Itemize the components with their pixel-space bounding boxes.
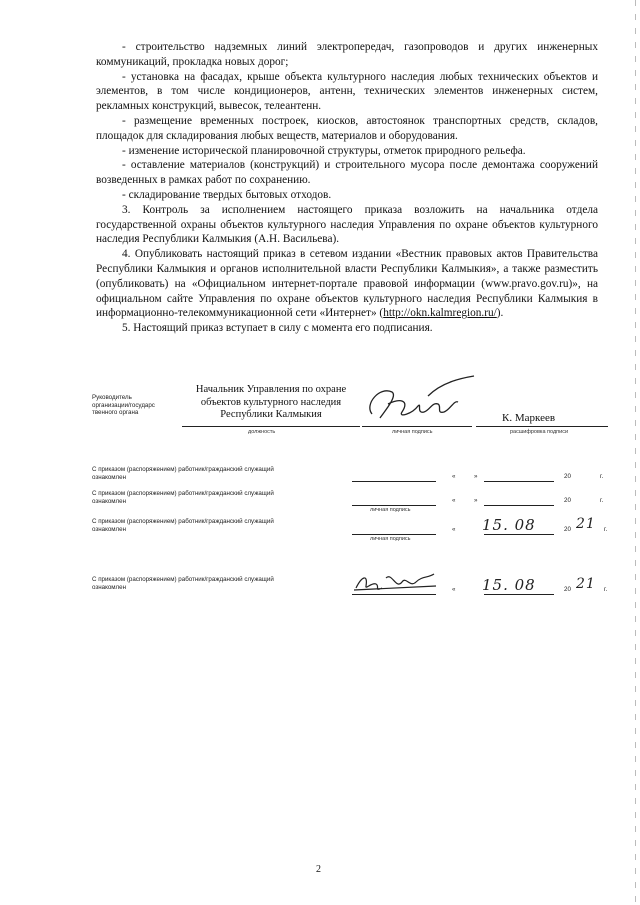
ack-label: С приказом (распоряжением) работник/гражданский служащий [92, 490, 274, 497]
ack-label-2: ознакомлен [92, 473, 127, 481]
quote-open: « [452, 473, 456, 480]
year-prefix: 20 [564, 473, 571, 480]
order-body [96, 40, 598, 336]
year-prefix: 20 [564, 497, 571, 504]
item-4-end: ). [496, 307, 504, 320]
position-line-1: Начальник Управления по охране [195, 384, 347, 395]
head-label [92, 394, 182, 417]
scan-edge [635, 0, 636, 905]
item-dash-4: - изменение исторической планировочной структуры, отметок природного рельефа. [122, 144, 526, 157]
year-unit: г. [604, 526, 608, 533]
item-dash-2: - установка на фасадах, крыше объекта культурного наследия любых технических объектов и элементов, в том числе кондиционеров, антенн, технических элементов инженерных систем, рекламных конструкций, вывесок, телеантенн. [96, 70, 598, 113]
ack-label-2: ознакомлен [92, 497, 127, 505]
page-number: 2 [316, 864, 321, 875]
quote-close: » [474, 473, 478, 480]
head-signature-image [358, 374, 478, 430]
position-line-3: Республики Калмыкия [220, 409, 322, 420]
position-line-2: объектов культурного наследия [200, 396, 342, 408]
item-dash-3: - размещение временных построек, киосков, автостоянок транспортных средств, складов, площадок для складирования любых веществ, материалов и оборудования. [96, 114, 598, 142]
ack-row-4 [0, 572, 640, 606]
item-3: 3. Контроль за исполнением настоящего приказа возложить на начальника отдела государственной охраны объектов культурного наследия Управления по охране объектов культурного наследия Республики Калмыкия (А.Н. Васильева). [96, 203, 598, 246]
head-name: К. Маркеев [502, 412, 556, 424]
item-4-text: 4. Опубликовать настоящий приказ в сетевом издании «Вестник правовых актов Правительства Республики Калмыкия и органов исполнительной власти Республики Калмыкия», а также разместить (опубликовать) на «Официальном интернет-портале правовой информации (www.pravo.gov.ru)», на официальном сайте Управления по охране объектов культурного наследия Республики Калмыкия в информационно-телекоммуникационной сети «Интернет» ( [96, 248, 598, 320]
year-suffix-handwritten: 21 [576, 576, 596, 592]
item-5: 5. Настоящий приказ вступает в силу с момента его подписания. [122, 322, 433, 335]
year-prefix: 20 [564, 586, 571, 593]
item-dash-1: - строительство надземных линий электропередач, газопроводов и других инженерных коммуникаций, прокладка новых дорог; [96, 41, 598, 68]
ack-label: С приказом (распоряжением) работник/гражданский служащий [92, 518, 274, 525]
employee-signature-image [352, 568, 438, 596]
item-dash-5: - оставление материалов (конструкций) и строительного мусора после демонтажа сооружений возведенных в рамках работ по сохранению. [96, 159, 598, 187]
signature-caption: личная подпись [392, 429, 433, 435]
quote-open: « [452, 586, 456, 593]
year-prefix: 20 [564, 526, 571, 533]
quote-close: » [474, 497, 478, 504]
name-caption: расшифровка подписи [510, 429, 569, 435]
ack-label-2: ознакомлен [92, 583, 127, 591]
item-dash-6: - складирование твердых бытовых отходов. [122, 188, 332, 201]
quote-open: « [452, 526, 456, 533]
ack-date-handwritten: 15. 08 [482, 576, 536, 594]
ack-sig-caption: личная подпись [370, 536, 411, 542]
ack-label: С приказом (распоряжением) работник/гражданский служащий [92, 576, 274, 583]
head-label-line-3: твенного органа [92, 409, 139, 417]
head-label-line-2: организации/государс [92, 401, 155, 409]
year-suffix-handwritten: 21 [576, 516, 596, 532]
year-unit: г. [600, 497, 604, 504]
head-position [182, 384, 360, 422]
ack-label-2: ознакомлен [92, 525, 127, 533]
item-4 [96, 247, 598, 321]
head-label-line-1: Руководитель [92, 394, 132, 401]
quote-open: « [452, 497, 456, 504]
ack-date-handwritten: 15. 08 [482, 516, 536, 534]
year-unit: г. [600, 473, 604, 480]
website-link[interactable]: http://okn.kalmregion.ru/ [383, 307, 497, 320]
year-unit: г. [604, 586, 608, 593]
ack-label: С приказом (распоряжением) работник/гражданский служащий [92, 466, 274, 473]
ack-row-3 [0, 516, 640, 550]
position-caption: должность [248, 429, 276, 435]
head-signature-block [0, 380, 640, 440]
ack-sig-caption: личная подпись [370, 507, 411, 513]
